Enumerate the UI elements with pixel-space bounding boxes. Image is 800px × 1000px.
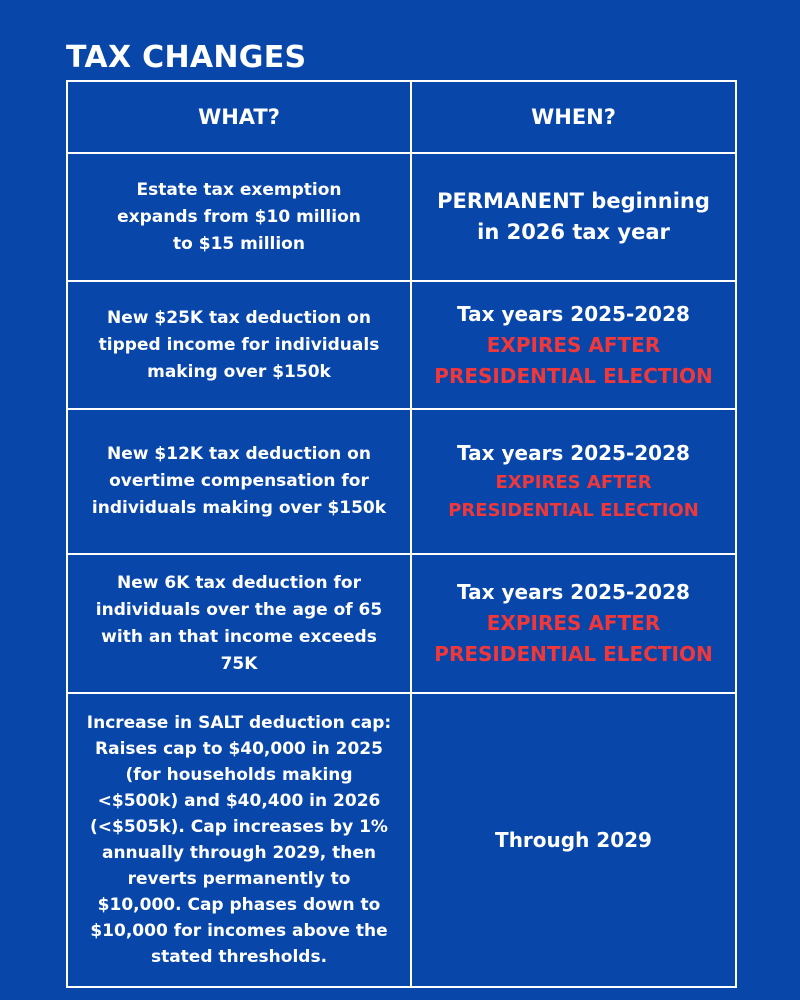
when-cell bbox=[411, 153, 736, 281]
when-period: Tax years 2025-2028 bbox=[457, 301, 690, 326]
column-header-what: WHAT? bbox=[67, 81, 411, 153]
what-cell: New $25K tax deduction on tipped income for individuals making over $150k bbox=[67, 281, 411, 409]
table-header-row bbox=[67, 81, 736, 153]
when-cell bbox=[411, 693, 736, 987]
table-row bbox=[67, 153, 736, 281]
when-cell bbox=[411, 281, 736, 409]
column-header-when: WHEN? bbox=[411, 81, 736, 153]
expiry-note-line2: PRESIDENTIAL ELECTION bbox=[434, 363, 713, 388]
when-period: PERMANENT beginning in 2026 tax year bbox=[437, 189, 710, 244]
expiry-note-line1: EXPIRES AFTER bbox=[486, 332, 661, 357]
expiry-note-line1: EXPIRES AFTER bbox=[495, 472, 652, 493]
when-period: Through 2029 bbox=[495, 827, 652, 852]
table-row bbox=[67, 409, 736, 554]
page-title: TAX CHANGES bbox=[66, 40, 307, 75]
when-cell bbox=[411, 409, 736, 554]
table-row bbox=[67, 281, 736, 409]
what-cell: New 6K tax deduction for individuals over the age of 65 with an that income exceeds 75K bbox=[67, 554, 411, 693]
what-cell: Increase in SALT deduction cap: Raises cap to $40,000 in 2025 (for households making <$500k) and $40,400 in 2026 (<$505k). Cap increases by 1% annually through 2029, then reverts permanently to $10,000. Cap phases down to $10,000 for incomes above the stated thresholds. bbox=[67, 693, 411, 987]
table-row bbox=[67, 693, 736, 987]
expiry-note-line2: PRESIDENTIAL ELECTION bbox=[448, 500, 699, 521]
what-cell: Estate tax exemption expands from $10 million to $15 million bbox=[67, 153, 411, 281]
expiry-note-line1: EXPIRES AFTER bbox=[486, 611, 661, 635]
expiry-note-line2: PRESIDENTIAL ELECTION bbox=[434, 642, 713, 666]
when-period: Tax years 2025-2028 bbox=[457, 580, 690, 604]
tax-changes-table bbox=[66, 80, 737, 988]
what-cell: New $12K tax deduction on overtime compensation for individuals making over $150k bbox=[67, 409, 411, 554]
table-row bbox=[67, 554, 736, 693]
when-cell bbox=[411, 554, 736, 693]
when-period: Tax years 2025-2028 bbox=[457, 441, 690, 465]
